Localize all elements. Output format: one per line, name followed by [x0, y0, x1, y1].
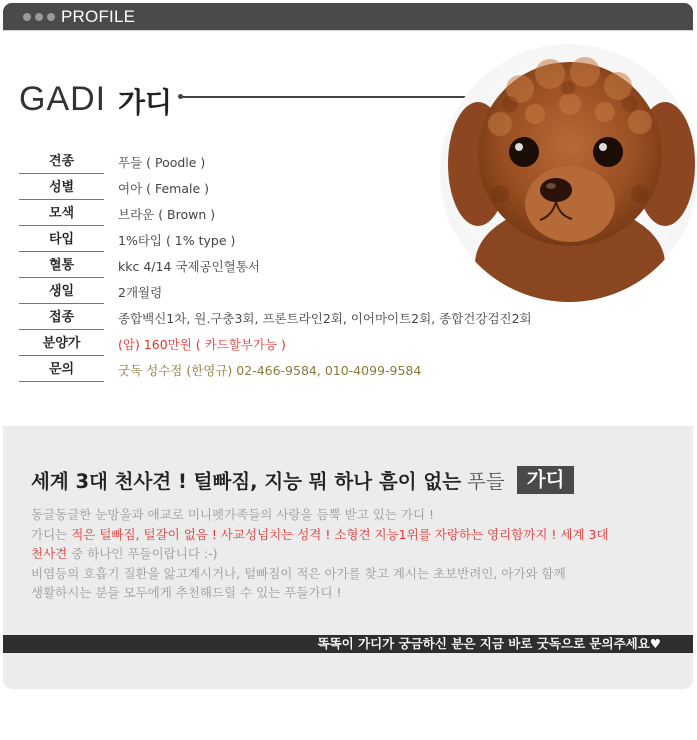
info-value: 여아 ( Female ) [118, 181, 210, 196]
info-row-price [19, 333, 539, 359]
profile-header-bar [3, 3, 693, 30]
name-underline [180, 96, 480, 98]
dot-icon [35, 13, 43, 21]
dog-name-korean: 가디 [118, 86, 173, 119]
info-label: 견종 [19, 151, 104, 174]
desc-text: 가디는 [31, 526, 72, 542]
info-label: 혈통 [19, 255, 104, 278]
inquiry-text: 똑똑이 가디가 궁금하신 분은 지금 바로 굿독으로 문의주세요♥ [317, 636, 661, 651]
info-value: 1%타입 ( 1% type ) [118, 233, 236, 248]
info-value: 2개월령 [118, 285, 163, 300]
inquiry-bar [3, 635, 693, 653]
info-row-breed [19, 151, 539, 177]
profile-info-table [19, 151, 539, 385]
desc-highlight: 천사견 [31, 546, 68, 561]
contact-value: 굿독 성수점 (한영규) 02-466-9584, 010-4099-9584 [118, 363, 422, 378]
window-dots [23, 13, 55, 21]
info-row-type [19, 229, 539, 255]
desc-line [31, 544, 676, 564]
info-label: 생일 [19, 281, 104, 304]
headline-main: 세계 3대 천사견 ! 털빠짐, 지능 뭐 하나 흠이 없는 [31, 470, 462, 493]
info-row-birth [19, 281, 539, 307]
desc-highlight: 적은 털빠짐, 털갈이 없음 ! 사교성넘치는 성격 ! 소형견 지능1위를 자랑하는 영리함까지 ! 세계 3대 [71, 526, 609, 542]
info-value: 종합백신1차, 원.구충3회, 프론트라인2회, 이어마이트2회, 종합건강검진2회 [118, 311, 532, 326]
info-label: 분양가 [19, 333, 104, 356]
profile-title: PROFILE [61, 6, 136, 26]
info-label: 타입 [19, 229, 104, 252]
desc-line: 동글동글한 눈망울과 애교로 미니펫가족들의 사랑을 듬뿍 받고 있는 가디 ! [31, 507, 435, 522]
price-value: (암) 160만원 ( 카드할부가능 ) [118, 337, 286, 352]
header-divider [3, 30, 693, 31]
description-text [31, 505, 676, 603]
desc-line: 생활하시는 분들 모두에게 추천해드릴 수 있는 푸들가디 ! [31, 585, 342, 600]
info-row-pedigree [19, 255, 539, 281]
info-row-vaccination [19, 307, 539, 333]
headline-breed: 푸들 [467, 470, 505, 493]
info-value: 브라운 ( Brown ) [118, 207, 216, 222]
dog-name-english: GADI [19, 80, 107, 118]
info-row-sex [19, 177, 539, 203]
name-badge: 가디 [517, 466, 575, 494]
info-value: 푸들 ( Poodle ) [118, 155, 206, 170]
info-label: 접종 [19, 307, 104, 330]
info-row-contact [19, 359, 539, 385]
desc-line: 비염등의 호흡기 질환을 앓고계시거나, 털빠짐이 적은 아가를 찾고 계시는 초보반려인, 아가와 함께 [31, 565, 566, 581]
headline [31, 466, 574, 494]
info-label: 모색 [19, 203, 104, 226]
desc-text: 중 하나인 푸들이랍니다 :-) [67, 546, 218, 561]
info-label: 문의 [19, 359, 104, 382]
info-value: kkc 4/14 국제공인혈통서 [118, 259, 260, 274]
info-row-color [19, 203, 539, 229]
info-label: 성별 [19, 177, 104, 200]
dot-icon [47, 13, 55, 21]
desc-line [31, 525, 676, 545]
dot-icon [23, 13, 31, 21]
